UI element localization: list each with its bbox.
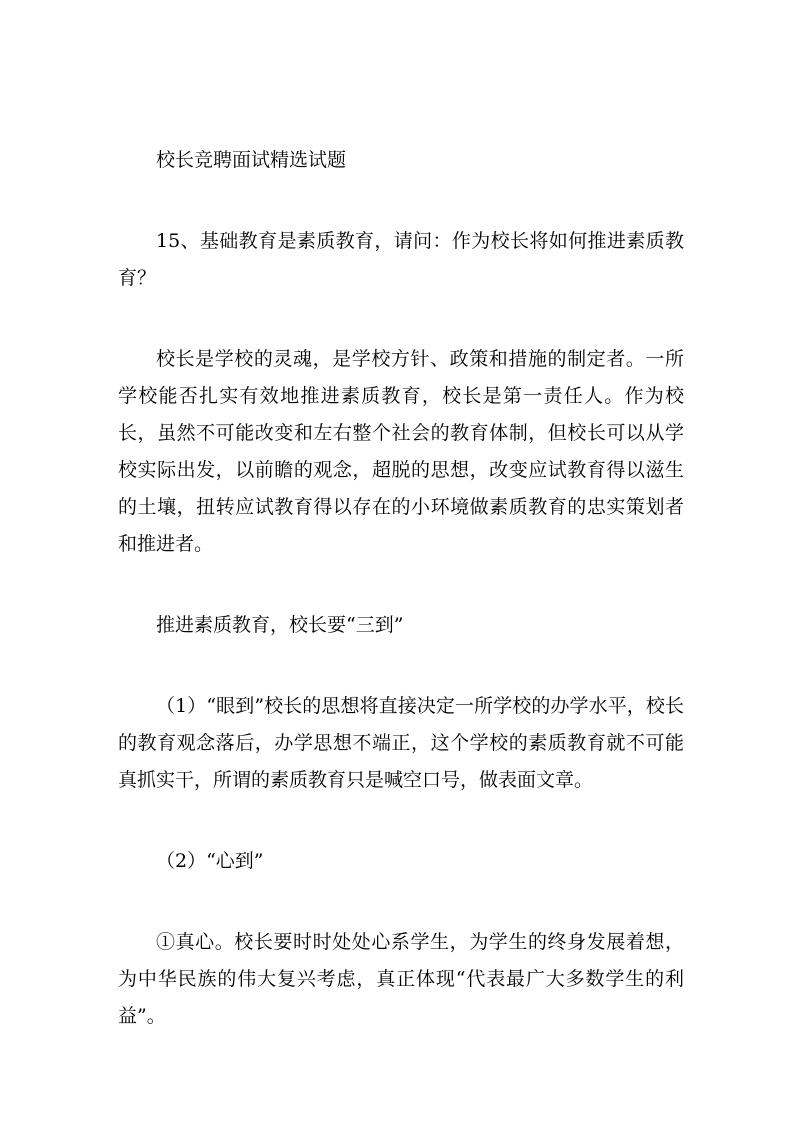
paragraph-intro: 校长是学校的灵魂，是学校方针、政策和措施的制定者。一所学校能否扎实有效地推进素质教育，校长是第一责任人。作为校长，虽然不可能改变和左右整个社会的教育体制，但校长可以从学校实际出发，以前瞻的观念，超脱的思想，改变应试教育得以滋生的土壤，扭转应试教育得以存在的小环境做素质教育的忠实策划者和推进者。 xyxy=(118,348,684,555)
document-body xyxy=(118,142,684,1079)
paragraph-heart: （2）“心到” xyxy=(156,850,264,872)
paragraph-three-points: 推进素质教育，校长要“三到” xyxy=(156,614,404,636)
question-heading: 15、基础教育是素质教育，请问：作为校长将如何推进素质教育？ xyxy=(118,230,684,289)
document-title: 校长竞聘面试精选试题 xyxy=(156,149,347,171)
paragraph-sincerity: ①真心。校长要时时处处心系学生，为学生的终身发展着想，为中华民族的伟大复兴考虑，真正体现“代表最广大多数学生的利益”。 xyxy=(118,931,684,1027)
paragraph-eyes: （1）“眼到”校长的思想将直接决定一所学校的办学水平，校长的教育观念落后，办学思想不端正，这个学校的素质教育就不可能真抓实干，所谓的素质教育只是喊空口号，做表面文章。 xyxy=(118,695,684,791)
